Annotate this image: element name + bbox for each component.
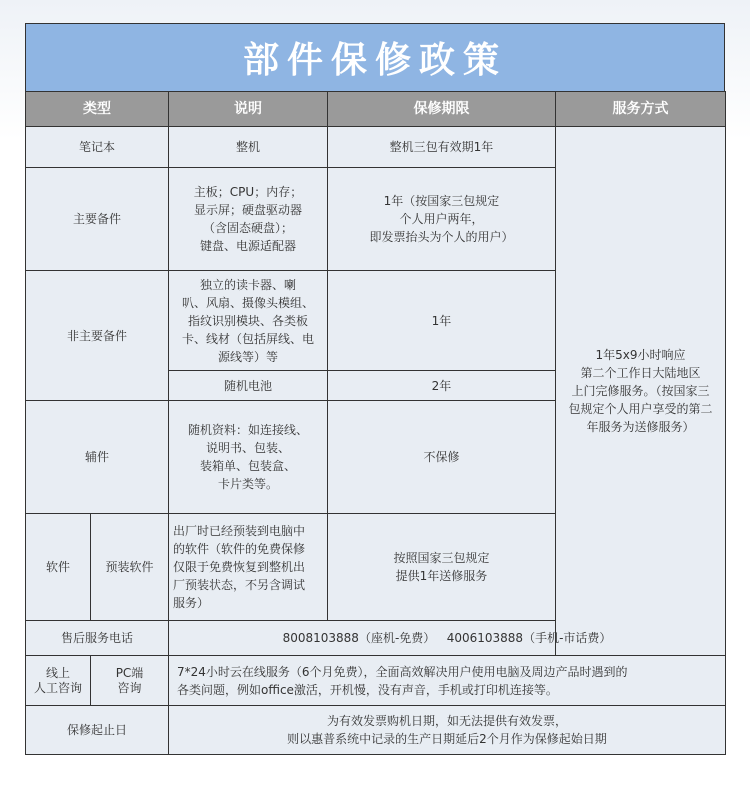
start-date-label: 保修起止日 <box>26 706 169 755</box>
subtype-cell: 预装软件 <box>91 514 169 621</box>
online-label: 线上 人工咨询 <box>26 656 91 706</box>
header-type: 类型 <box>26 92 169 127</box>
table-row <box>26 656 726 706</box>
title-banner <box>25 23 725 92</box>
period-cell: 整机三包有效期1年 <box>328 127 556 168</box>
header-service: 服务方式 <box>556 92 726 127</box>
desc-cell: 主板；CPU；内存； 显示屏；硬盘驱动器 （含固态硬盘）； 键盘、电源适配器 <box>169 168 328 271</box>
type-cell: 主要备件 <box>26 168 169 271</box>
period-cell: 2年 <box>328 371 556 401</box>
period-cell: 按照国家三包规定 提供1年送修服务 <box>328 514 556 621</box>
online-value: 7*24小时云在线服务（6个月免费），全面高效解决用户使用电脑及周边产品时遇到的 各类问题，例如office激活，开机慢，没有声音，手机或打印机连接等。 <box>169 656 726 706</box>
online-sublabel: PC端 咨询 <box>91 656 169 706</box>
service-method-cell: 1年5x9小时响应 第二个工作日大陆地区 上门完修服务。（按国家三 包规定个人用户享受的第二 年服务为送修服务） <box>556 127 726 656</box>
header-period: 保修期限 <box>328 92 556 127</box>
period-cell: 不保修 <box>328 401 556 514</box>
type-cell: 笔记本 <box>26 127 169 168</box>
header-desc: 说明 <box>169 92 328 127</box>
desc-cell: 整机 <box>169 127 328 168</box>
hotline-label: 售后服务电话 <box>26 621 169 656</box>
table-row <box>26 127 726 168</box>
type-cell: 非主要备件 <box>26 271 169 401</box>
start-date-value: 为有效发票购机日期，如无法提供有效发票， 则以惠普系统中记录的生产日期延后2个月作为保修起始日期 <box>169 706 726 755</box>
desc-cell: 随机资料：如连接线、 说明书、包装、 装箱单、包装盒、 卡片类等。 <box>169 401 328 514</box>
period-cell: 1年（按国家三包规定 个人用户两年， 即发票抬头为个人的用户） <box>328 168 556 271</box>
table-row <box>26 621 726 656</box>
warranty-table <box>25 91 726 755</box>
hotline-value: 8008103888（座机-免费） 4006103888（手机-市话费） <box>169 621 726 656</box>
period-cell: 1年 <box>328 271 556 371</box>
type-cell: 辅件 <box>26 401 169 514</box>
page-title: 部件保修政策 <box>242 40 507 81</box>
type-cell: 软件 <box>26 514 91 621</box>
desc-cell: 独立的读卡器、喇 叭、风扇、摄像头模组、 指纹识别模块、各类板 卡、线材（包括屏线、电 源线等）等 <box>169 271 328 371</box>
desc-cell: 随机电池 <box>169 371 328 401</box>
desc-cell: 出厂时已经预装到电脑中 的软件（软件的免费保修 仅限于免费恢复到整机出 厂预装状态，不另含调试 服务） <box>169 514 328 621</box>
header-row <box>26 92 726 127</box>
table-row <box>26 706 726 755</box>
